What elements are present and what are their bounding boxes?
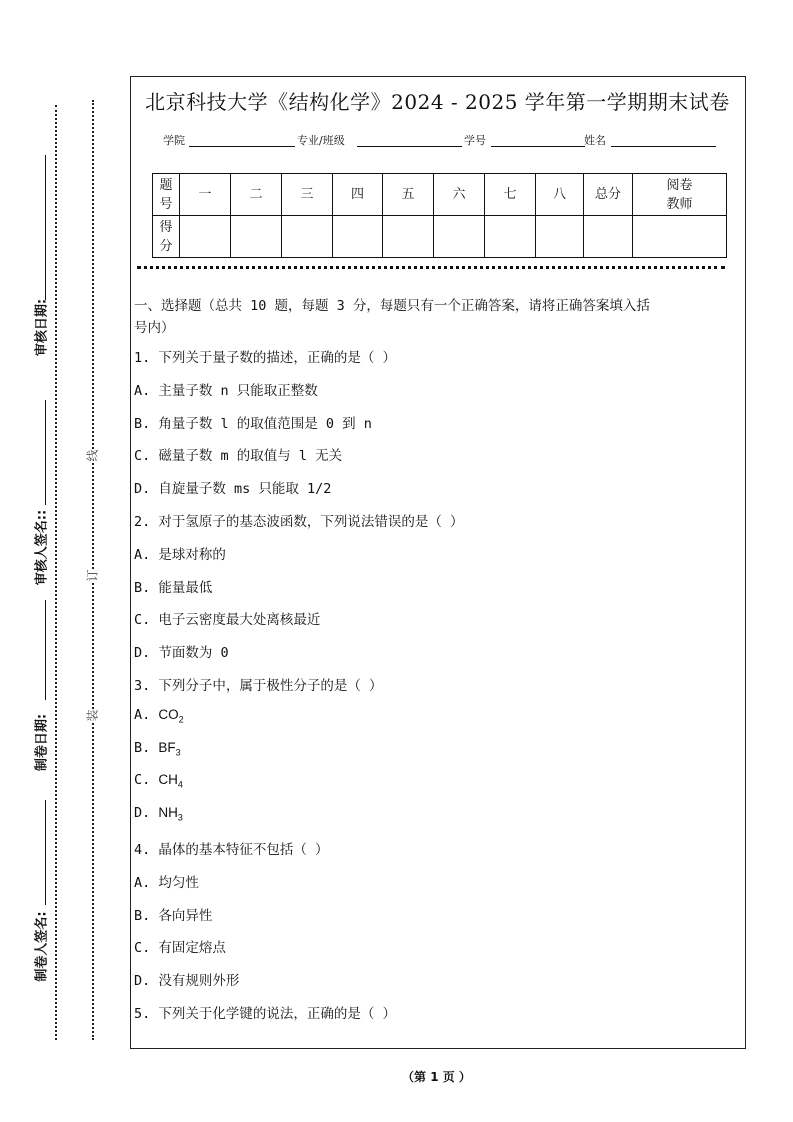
option: D. 自旋量子数 ms 只能取 1/2 bbox=[134, 481, 332, 498]
compiler-signature-underline bbox=[45, 800, 46, 905]
header-cell: 二 bbox=[231, 174, 282, 216]
option: B. 能量最低 bbox=[134, 579, 213, 596]
major-class-label: 专业/班级 bbox=[297, 134, 345, 147]
header-cell: 五 bbox=[383, 174, 434, 216]
student-id-label: 学号 bbox=[464, 134, 486, 147]
option-base: CO bbox=[158, 706, 179, 722]
major-class-field[interactable] bbox=[357, 132, 462, 147]
section-heading-line1: 一、选择题（总共 10 题，每题 3 分，每题只有一个正确答案，请将正确答案填入括 bbox=[134, 298, 650, 314]
score-cell[interactable] bbox=[485, 216, 536, 258]
name-label: 姓名 bbox=[584, 134, 606, 147]
option: A. 主量子数 n 只能取正整数 bbox=[134, 382, 318, 399]
name-field[interactable] bbox=[611, 132, 716, 147]
question-1: 1. 下列关于量子数的描述，正确的是（ ） bbox=[134, 350, 397, 366]
header-cell: 八 bbox=[536, 174, 584, 216]
option-label: D. bbox=[134, 805, 159, 822]
compile-date-underline bbox=[45, 600, 46, 700]
question-4: 4. 晶体的基本特征不包括（ ） bbox=[134, 842, 329, 858]
option-sub: 4 bbox=[177, 780, 183, 791]
header-cell: 题号 bbox=[153, 174, 180, 216]
option bbox=[134, 740, 181, 758]
section-heading-line2: 号内） bbox=[134, 320, 175, 336]
exam-title: 北京科技大学《结构化学》2024 - 2025 学年第一学期期末试卷 bbox=[145, 90, 730, 114]
binding-char-xian: 线 bbox=[85, 449, 100, 462]
question-3: 3. 下列分子中，属于极性分子的是（ ） bbox=[134, 678, 383, 694]
score-table-header-row bbox=[153, 174, 727, 216]
score-table-score-row bbox=[153, 216, 727, 258]
binding-char-ding: 订 bbox=[85, 569, 100, 582]
option: C. 有固定熔点 bbox=[134, 940, 226, 957]
review-date-underline bbox=[45, 155, 46, 300]
header-cell: 总分 bbox=[584, 174, 633, 216]
header-cell: 六 bbox=[434, 174, 485, 216]
header-cell: 一 bbox=[180, 174, 231, 216]
reviewer-signature-underline bbox=[45, 400, 46, 505]
question-2: 2. 对于氢原子的基态波函数，下列说法错误的是（ ） bbox=[134, 514, 464, 530]
option bbox=[134, 805, 183, 823]
college-field[interactable] bbox=[189, 132, 295, 147]
option: B. 各向异性 bbox=[134, 907, 213, 924]
option: A. 均匀性 bbox=[134, 874, 199, 891]
header-cell: 三 bbox=[282, 174, 333, 216]
option: D. 节面数为 0 bbox=[134, 645, 229, 662]
option-label: B. bbox=[134, 739, 159, 756]
score-table bbox=[152, 173, 727, 258]
reviewer-signature-label: 审核人签名:: bbox=[34, 509, 50, 586]
score-cell[interactable] bbox=[584, 216, 633, 258]
option: C. 磁量子数 m 的取值与 l 无关 bbox=[134, 448, 343, 465]
college-label: 学院 bbox=[163, 134, 185, 147]
compiler-signature-label: 制卷人签名: bbox=[34, 911, 50, 982]
review-date-label: 审核日期: bbox=[34, 298, 50, 357]
header-cell: 四 bbox=[333, 174, 383, 216]
score-cell[interactable] bbox=[333, 216, 383, 258]
compile-date-label: 制卷日期: bbox=[34, 713, 50, 772]
option-sub: 2 bbox=[178, 714, 184, 725]
student-id-field[interactable] bbox=[491, 132, 585, 147]
option-base: CH bbox=[158, 772, 178, 788]
option-base: BF bbox=[158, 739, 176, 755]
score-cell[interactable] bbox=[180, 216, 231, 258]
header-cell: 七 bbox=[485, 174, 536, 216]
score-cell[interactable] bbox=[231, 216, 282, 258]
option: C. 电子云密度最大处离核最近 bbox=[134, 612, 321, 629]
page-number: （第 1 页 ） bbox=[402, 1070, 471, 1084]
option: A. 是球对称的 bbox=[134, 546, 226, 563]
option bbox=[134, 772, 183, 790]
score-cell[interactable] bbox=[282, 216, 333, 258]
binding-char-zhuang: 装 bbox=[85, 709, 100, 722]
option-base: NH bbox=[158, 805, 178, 821]
option-label: A. bbox=[134, 706, 159, 723]
score-cell[interactable] bbox=[633, 216, 727, 258]
margin-dotted-line bbox=[55, 105, 57, 1040]
option: D. 没有规则外形 bbox=[134, 973, 240, 990]
score-row-label: 得分 bbox=[153, 216, 180, 258]
option-sub: 3 bbox=[177, 812, 183, 823]
header-cell: 阅卷教师 bbox=[633, 174, 727, 216]
option: B. 角量子数 l 的取值范围是 0 到 n bbox=[134, 415, 372, 432]
option bbox=[134, 707, 184, 725]
score-cell[interactable] bbox=[383, 216, 434, 258]
option-sub: 3 bbox=[175, 747, 181, 758]
option-label: C. bbox=[134, 772, 159, 789]
question-5: 5. 下列关于化学键的说法，正确的是（ ） bbox=[134, 1006, 397, 1022]
separator-dotted-line bbox=[137, 266, 725, 269]
score-cell[interactable] bbox=[434, 216, 485, 258]
score-cell[interactable] bbox=[536, 216, 584, 258]
